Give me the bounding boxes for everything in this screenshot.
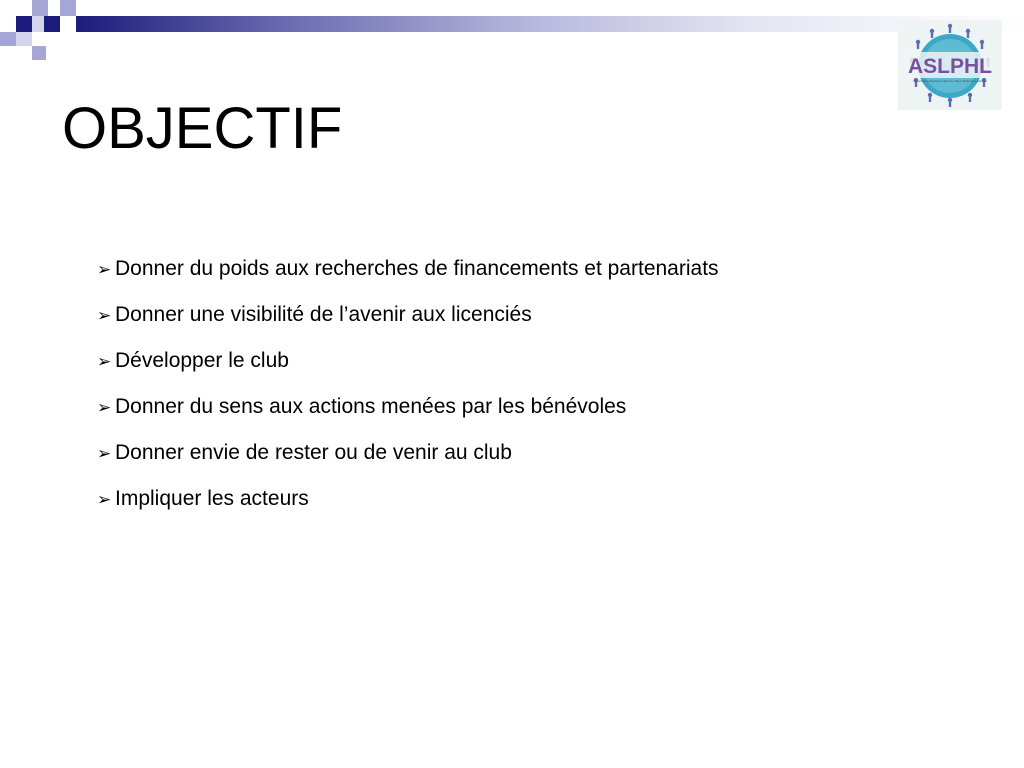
logo-subtext: Association Sportive Loisirs du Pays d'Hérault Lodévois xyxy=(913,79,987,83)
arrowhead-bullet-icon: ➢ xyxy=(97,259,112,279)
bullet-text: Développer le club xyxy=(115,349,289,372)
bullet-text: Donner du poids aux recherches de financements et partenariats xyxy=(115,257,719,280)
slide-title: OBJECTIF xyxy=(62,96,343,161)
decor-square xyxy=(44,16,60,32)
arrowhead-bullet-icon: ➢ xyxy=(97,305,112,325)
decor-square xyxy=(60,0,76,16)
decor-square xyxy=(16,32,32,46)
decor-square xyxy=(0,32,16,46)
decor-square xyxy=(16,16,32,32)
list-item xyxy=(97,338,719,384)
decor-square xyxy=(32,0,48,16)
list-item xyxy=(97,246,719,292)
arrowhead-bullet-icon: ➢ xyxy=(97,489,112,509)
aslphl-logo xyxy=(898,20,1002,110)
arrowhead-bullet-icon: ➢ xyxy=(97,397,112,417)
header-gradient-band xyxy=(76,16,1024,32)
logo-text: ASLPHL xyxy=(908,55,992,78)
bullet-list xyxy=(97,246,719,522)
list-item xyxy=(97,292,719,338)
list-item xyxy=(97,476,719,522)
decor-square xyxy=(32,46,46,60)
list-item xyxy=(97,430,719,476)
logo-graphic xyxy=(898,20,1002,110)
list-item xyxy=(97,384,719,430)
bullet-text: Donner du sens aux actions menées par les bénévoles xyxy=(115,395,627,418)
arrowhead-bullet-icon: ➢ xyxy=(97,351,112,371)
bullet-text: Donner envie de rester ou de venir au club xyxy=(115,441,512,464)
bullet-text: Impliquer les acteurs xyxy=(115,487,309,510)
arrowhead-bullet-icon: ➢ xyxy=(97,443,112,463)
bullet-text: Donner une visibilité de l’avenir aux licenciés xyxy=(115,303,532,326)
